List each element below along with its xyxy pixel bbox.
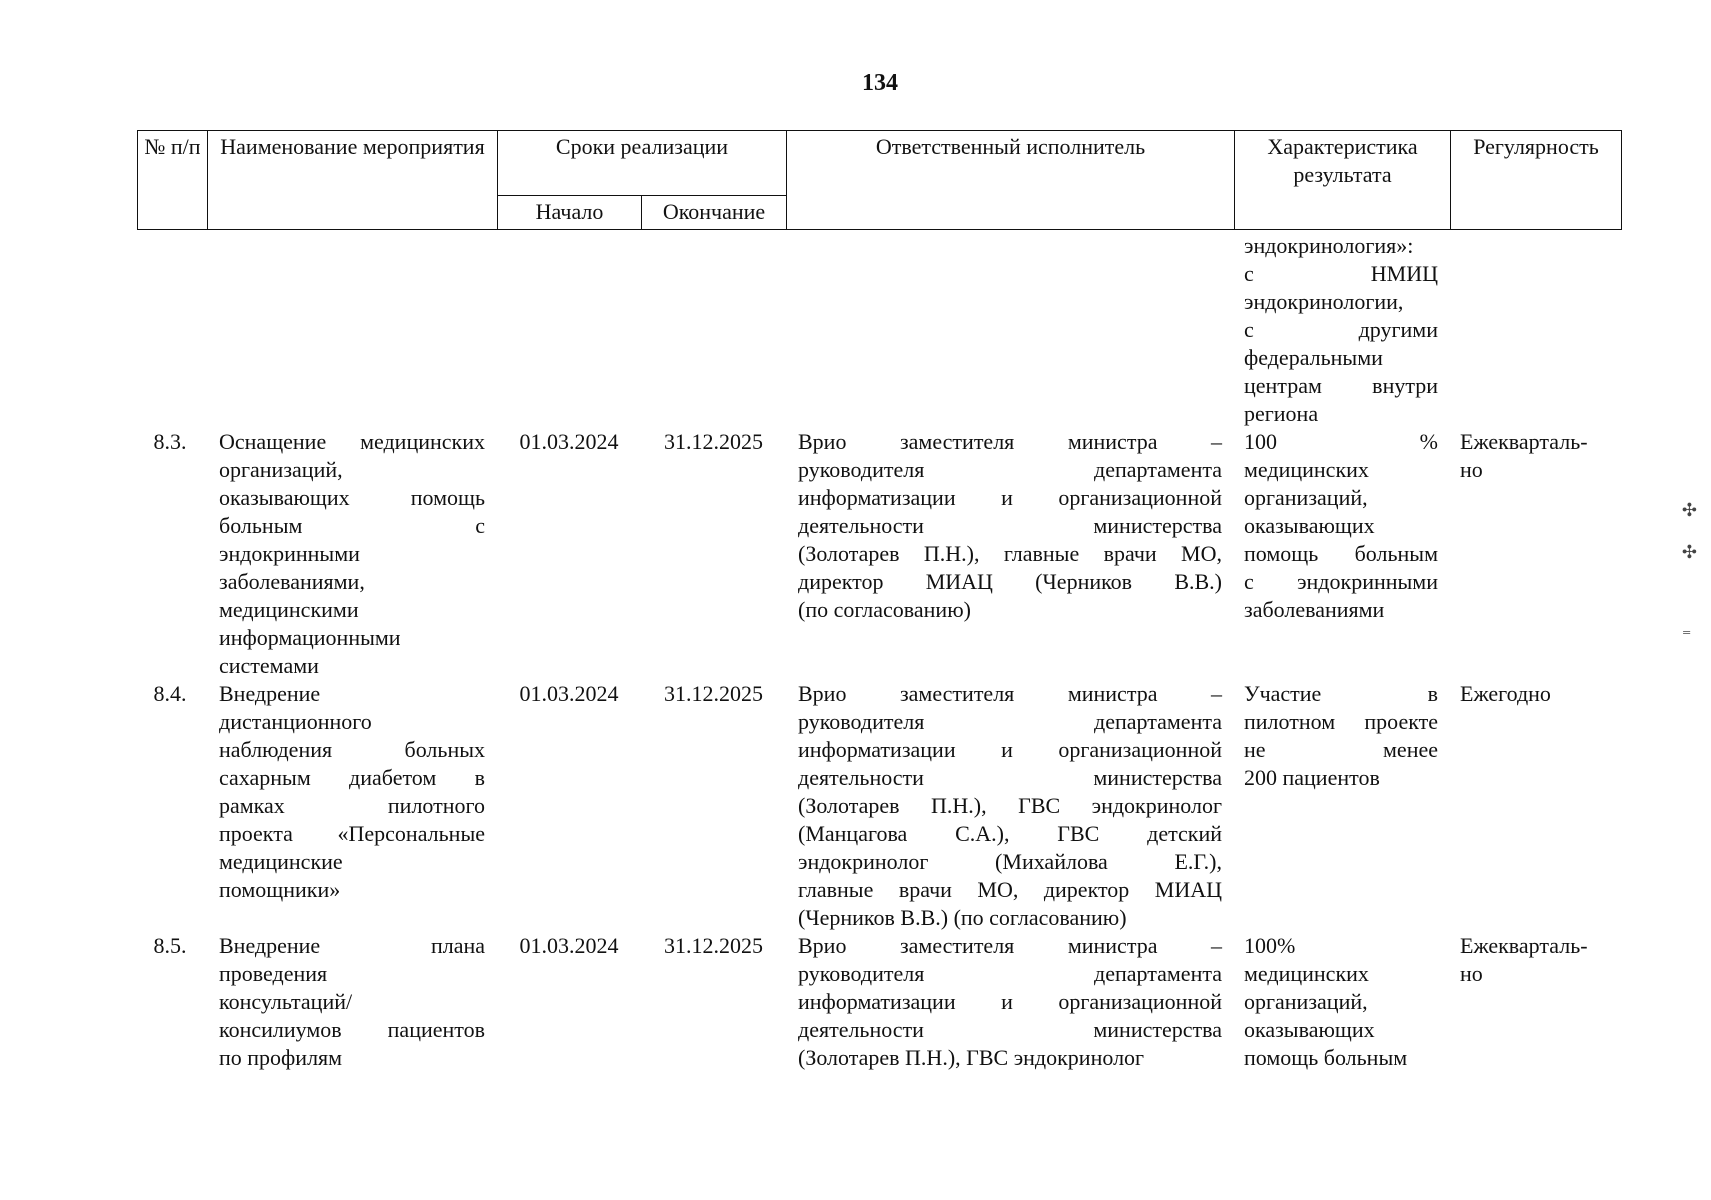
text-line: эндокринологии, (1244, 289, 1404, 314)
row-responsible (786, 428, 1234, 680)
text-line: 31.12.2025 (664, 429, 763, 454)
text-line: пилотном проекте (1244, 709, 1438, 734)
continuation-row (137, 232, 1621, 428)
table-row (137, 680, 1621, 932)
row-result (1234, 680, 1450, 932)
text-line: помощь больным (1244, 541, 1438, 566)
text-line: помощники» (219, 877, 341, 902)
text-line: Внедрение плана (219, 933, 485, 958)
table-row (137, 932, 1621, 1072)
text-line: консилиумов пациентов (219, 1017, 485, 1042)
text-line: эндокринными (219, 541, 360, 566)
text-line: деятельности министерства (798, 513, 1222, 538)
text-line: (Манцагова С.А.), ГВС детский (798, 821, 1222, 846)
text-line: заболеваниями (1244, 597, 1385, 622)
text-line: с другими (1244, 317, 1438, 342)
text-line: но (1460, 457, 1483, 482)
header-end: Окончание (642, 196, 787, 230)
row-result (1234, 932, 1450, 1072)
text-line: главные врачи МО, директор МИАЦ (798, 877, 1222, 902)
text-line: проведения (219, 961, 328, 986)
text-line: 01.03.2024 (519, 429, 619, 454)
text-line: (по согласованию) (798, 597, 971, 622)
text-line: Внедрение (219, 681, 321, 706)
text-line: системами (219, 653, 319, 678)
text-line: оказывающих (1244, 1017, 1375, 1042)
text-line: деятельности министерства (798, 765, 1222, 790)
header-regularity: Регулярность (1451, 131, 1622, 230)
text-line: проекта «Персональные (219, 821, 485, 846)
text-line: медицинских (1244, 961, 1369, 986)
text-line: руководителя департамента (798, 709, 1222, 734)
text-line: организаций, (1244, 989, 1368, 1014)
text-line: Ежекварталь- (1460, 429, 1588, 454)
text-line: региона (1244, 401, 1319, 426)
text-line: 100% (1244, 933, 1296, 958)
text-line: больным с (219, 513, 485, 538)
row-end (641, 680, 786, 932)
page-number: 134 (862, 70, 898, 96)
table-header (137, 130, 1622, 230)
header-responsible: Ответственный исполнитель (787, 131, 1235, 230)
text-line: не менее (1244, 737, 1438, 762)
continuation-result (1234, 232, 1450, 428)
row-regularity (1450, 680, 1621, 932)
text-line: организаций, (1244, 485, 1368, 510)
row-start (497, 932, 641, 1072)
text-line: 200 пациентов (1244, 765, 1380, 790)
text-line: Врио заместителя министра – (798, 681, 1222, 706)
text-line: директор МИАЦ (Черников В.В.) (798, 569, 1222, 594)
text-line: эндокринология»: (1244, 233, 1414, 258)
text-line: Ежекварталь- (1460, 933, 1588, 958)
row-regularity (1450, 428, 1621, 680)
row-num (137, 932, 207, 1072)
table-row (137, 428, 1621, 680)
text-line: эндокринолог (Михайлова Е.Г.), (798, 849, 1222, 874)
text-line: помощь больным (1244, 1045, 1408, 1070)
row-name (207, 428, 497, 680)
text-line: Врио заместителя министра – (798, 933, 1222, 958)
text-line: (Золотарев П.Н.), ГВС эндокринолог (798, 793, 1222, 818)
row-name (207, 932, 497, 1072)
header-start: Начало (498, 196, 642, 230)
text-line: оказывающих (1244, 513, 1375, 538)
row-num (137, 428, 207, 680)
row-start (497, 680, 641, 932)
text-line: информатизации и организационной (798, 737, 1222, 762)
text-line: 31.12.2025 (664, 681, 763, 706)
row-end (641, 428, 786, 680)
text-line: деятельности министерства (798, 1017, 1222, 1042)
text-line: 8.5. (153, 933, 187, 958)
text-line: медицинскими (219, 597, 359, 622)
row-responsible (786, 932, 1234, 1072)
text-line: 100 % (1244, 429, 1438, 454)
text-line: 01.03.2024 (519, 933, 619, 958)
text-line: руководителя департамента (798, 961, 1222, 986)
text-line: консультаций/ (219, 989, 353, 1014)
row-end (641, 932, 786, 1072)
text-line: Врио заместителя министра – (798, 429, 1222, 454)
text-line: центрам внутри (1244, 373, 1438, 398)
text-line: информатизации и организационной (798, 989, 1222, 1014)
row-name (207, 680, 497, 932)
text-line: заболеваниями, (219, 569, 365, 594)
row-regularity (1450, 932, 1621, 1072)
text-line: Участие в (1244, 681, 1438, 706)
text-line: (Золотарев П.Н.), главные врачи МО, (798, 541, 1222, 566)
text-line: медицинские (219, 849, 343, 874)
text-line: наблюдения больных (219, 737, 485, 762)
text-line: дистанционного (219, 709, 372, 734)
text-line: но (1460, 961, 1483, 986)
header-num: № п/п (138, 131, 208, 230)
text-line: организаций, (219, 457, 343, 482)
table-body (137, 232, 1621, 1072)
text-line: рамках пилотного (219, 793, 485, 818)
header-dates: Сроки реализации (498, 131, 787, 196)
text-line: медицинских (1244, 457, 1369, 482)
text-line: 8.3. (153, 429, 187, 454)
header-name: Наименование мероприятия (208, 131, 498, 230)
text-line: информатизации и организационной (798, 485, 1222, 510)
text-line: (Золотарев П.Н.), ГВС эндокринолог (798, 1045, 1145, 1070)
text-line: Оснащение медицинских (219, 429, 485, 454)
text-line: (Черников В.В.) (по согласованию) (798, 905, 1127, 930)
row-responsible (786, 680, 1234, 932)
row-result (1234, 428, 1450, 680)
text-line: с НМИЦ (1244, 261, 1438, 286)
row-start (497, 428, 641, 680)
text-line: федеральными (1244, 345, 1383, 370)
text-line: 8.4. (153, 681, 187, 706)
text-line: по профилям (219, 1045, 343, 1070)
text-line: 01.03.2024 (519, 681, 619, 706)
text-line: руководителя департамента (798, 457, 1222, 482)
text-line: сахарным диабетом в (219, 765, 485, 790)
text-line: информационными (219, 625, 401, 650)
text-line: Ежегодно (1460, 681, 1551, 706)
row-num (137, 680, 207, 932)
header-result: Характеристика результата (1235, 131, 1451, 230)
scan-marks: ✣ ✣ ⁼ (1681, 500, 1697, 646)
text-line: 31.12.2025 (664, 933, 763, 958)
text-line: с эндокринными (1244, 569, 1438, 594)
text-line: оказывающих помощь (219, 485, 485, 510)
